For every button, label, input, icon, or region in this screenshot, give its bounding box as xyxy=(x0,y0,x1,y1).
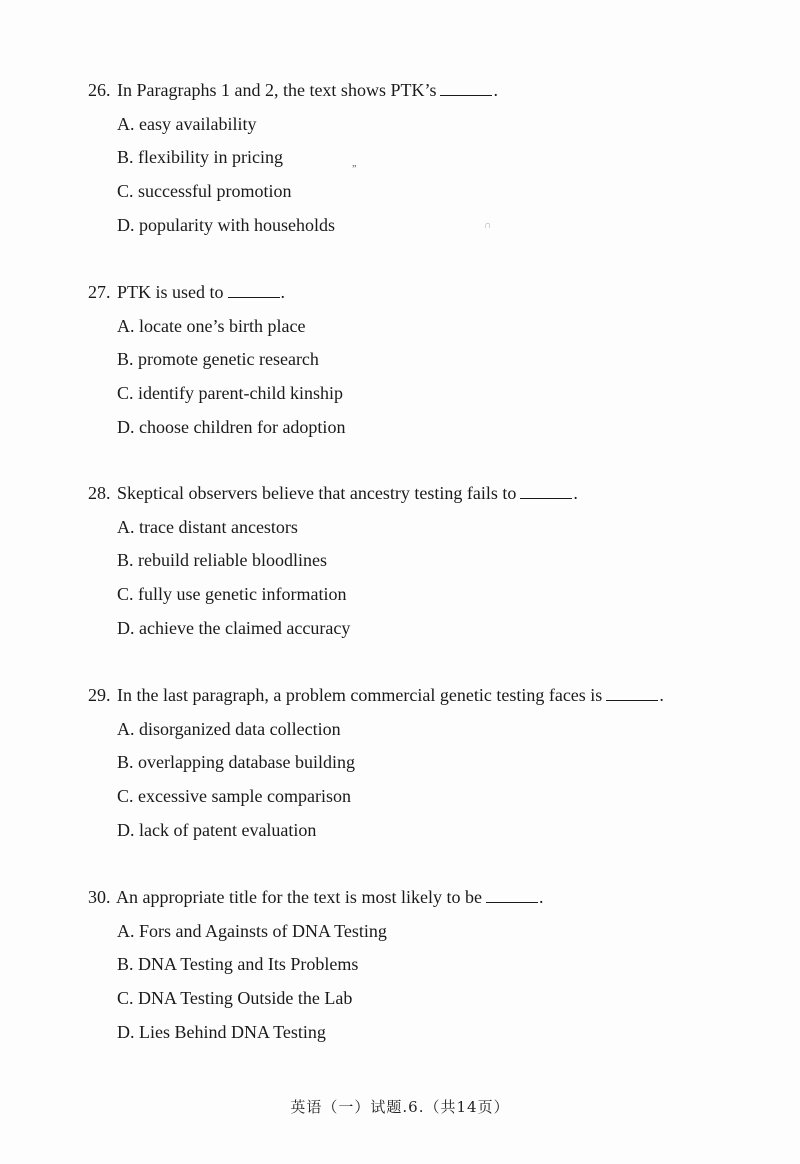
option-letter: B. xyxy=(117,752,134,773)
option-a xyxy=(88,113,778,135)
answer-blank xyxy=(228,283,280,298)
option-text: DNA Testing and Its Problems xyxy=(138,954,359,975)
question-text: In Paragraphs 1 and 2, the text shows PTK’s xyxy=(117,80,437,100)
option-letter: D. xyxy=(117,617,135,638)
option-d xyxy=(88,819,778,841)
option-text: DNA Testing Outside the Lab xyxy=(138,988,353,1009)
question-end-punct: . xyxy=(659,685,664,705)
answer-blank xyxy=(486,888,538,903)
option-text: popularity with households xyxy=(139,214,335,235)
option-text: promote genetic research xyxy=(138,349,319,370)
option-text: lack of patent evaluation xyxy=(139,819,317,840)
question-27 xyxy=(88,281,778,438)
option-a xyxy=(88,718,778,740)
option-d xyxy=(88,416,778,438)
option-c xyxy=(88,382,778,404)
option-c xyxy=(88,180,778,202)
option-text: trace distant ancestors xyxy=(139,516,298,537)
option-text: successful promotion xyxy=(138,181,292,202)
question-text: PTK is used to xyxy=(117,282,224,302)
option-d xyxy=(88,214,778,236)
option-letter: A. xyxy=(117,718,135,739)
option-text: identify parent-child kinship xyxy=(138,383,343,404)
question-number: 30. xyxy=(88,887,111,907)
options-list xyxy=(88,718,778,841)
question-end-punct: . xyxy=(538,887,544,907)
question-text: Skeptical observers believe that ancestry testing fails to xyxy=(117,483,517,503)
question-number: 27. xyxy=(88,282,111,302)
options-list xyxy=(88,920,778,1043)
option-letter: D. xyxy=(117,1021,135,1042)
option-text: choose children for adoption xyxy=(139,416,346,437)
option-b xyxy=(88,751,778,773)
question-end-punct: . xyxy=(573,483,578,503)
question-number: 26. xyxy=(88,80,111,100)
option-b xyxy=(88,549,778,571)
page-footer: 英语（一）试题.6.（共14页） xyxy=(290,1098,510,1116)
question-number: 29. xyxy=(88,685,111,705)
question-29 xyxy=(88,684,778,841)
option-text: disorganized data collection xyxy=(139,718,341,739)
option-text: easy availability xyxy=(139,113,257,134)
option-c xyxy=(88,987,778,1009)
option-letter: A. xyxy=(117,315,135,336)
options-list xyxy=(88,315,778,438)
option-b xyxy=(88,348,778,370)
option-d xyxy=(88,1021,778,1043)
option-letter: C. xyxy=(117,584,134,605)
question-30 xyxy=(88,886,778,1043)
option-letter: A. xyxy=(117,113,135,134)
option-letter: C. xyxy=(117,181,134,202)
question-stem xyxy=(88,886,778,908)
answer-blank xyxy=(520,484,572,499)
option-letter: D. xyxy=(117,819,135,840)
question-26 xyxy=(88,79,778,236)
options-list xyxy=(88,113,778,236)
option-letter: D. xyxy=(117,416,135,437)
option-text: achieve the claimed accuracy xyxy=(139,617,351,638)
question-text: In the last paragraph, a problem commercial genetic testing faces is xyxy=(117,685,603,705)
option-letter: A. xyxy=(117,516,135,537)
options-list xyxy=(88,516,778,639)
option-d xyxy=(88,617,778,639)
option-letter: A. xyxy=(117,920,135,941)
option-letter: C. xyxy=(117,786,134,807)
option-text: Fors and Againsts of DNA Testing xyxy=(139,920,387,941)
question-stem xyxy=(88,482,778,504)
option-c xyxy=(88,785,778,807)
question-stem xyxy=(88,79,778,101)
question-number: 28. xyxy=(88,483,111,503)
option-text: overlapping database building xyxy=(138,752,355,773)
option-text: fully use genetic information xyxy=(138,584,347,605)
option-letter: B. xyxy=(117,550,134,571)
option-letter: B. xyxy=(117,147,134,168)
option-a xyxy=(88,315,778,337)
scan-speck: „ xyxy=(352,158,357,169)
option-a xyxy=(88,516,778,538)
option-b xyxy=(88,146,778,168)
answer-blank xyxy=(440,81,492,96)
question-28 xyxy=(88,482,778,639)
option-letter: D. xyxy=(117,214,135,235)
option-text: rebuild reliable bloodlines xyxy=(138,550,327,571)
option-text: flexibility in pricing xyxy=(138,147,283,168)
question-end-punct: . xyxy=(493,80,498,100)
option-text: locate one’s birth place xyxy=(139,315,306,336)
question-stem xyxy=(88,684,778,706)
option-letter: C. xyxy=(117,383,134,404)
option-letter: C. xyxy=(117,988,134,1009)
answer-blank xyxy=(606,686,658,701)
question-text: An appropriate title for the text is most likely to be xyxy=(116,887,482,907)
question-stem xyxy=(88,281,778,303)
option-letter: B. xyxy=(117,349,134,370)
question-end-punct: . xyxy=(280,282,286,302)
option-letter: B. xyxy=(117,954,134,975)
option-a xyxy=(88,920,778,942)
option-text: Lies Behind DNA Testing xyxy=(139,1021,326,1042)
option-b xyxy=(88,953,778,975)
scan-speck: ∩ xyxy=(484,220,492,231)
option-c xyxy=(88,583,778,605)
option-text: excessive sample comparison xyxy=(138,786,351,807)
